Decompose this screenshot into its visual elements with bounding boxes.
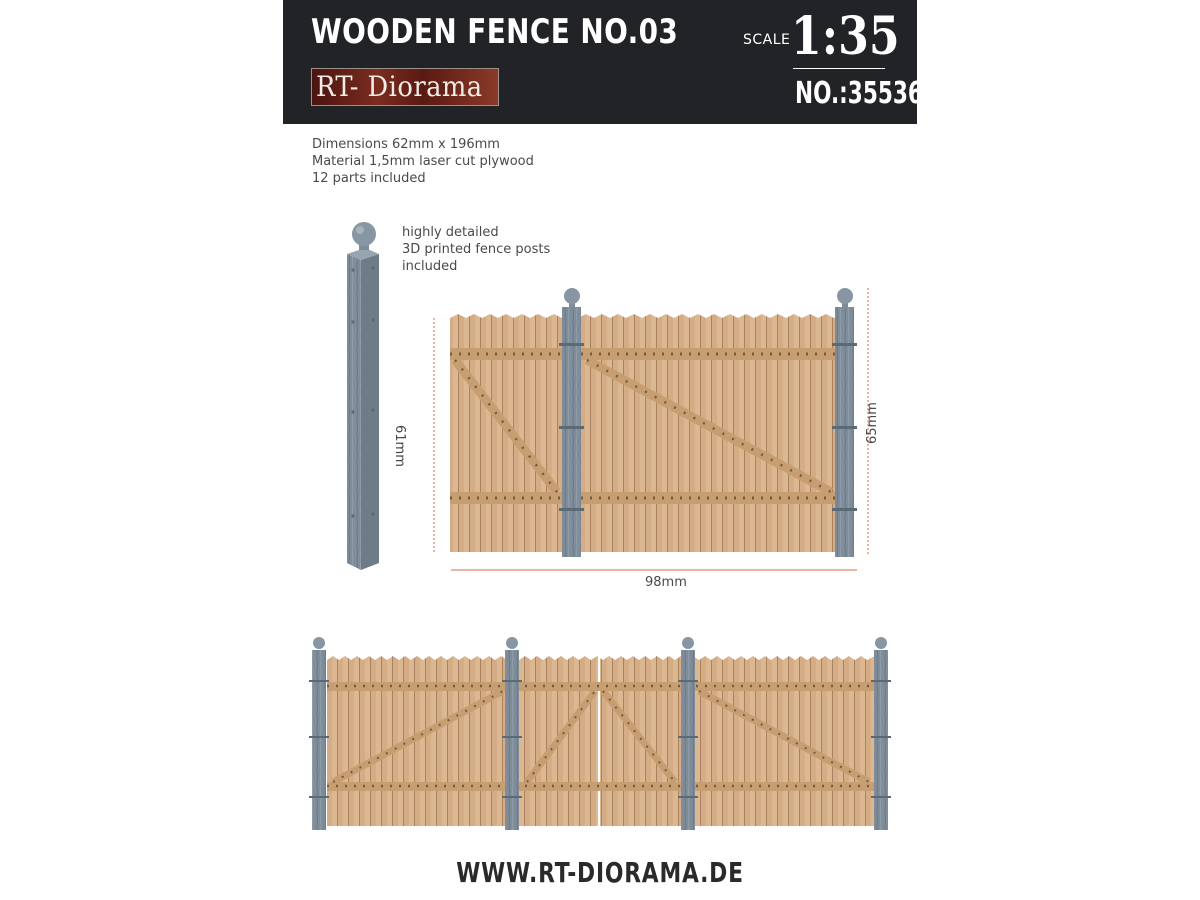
product-title: WOODEN FENCE NO.03	[311, 12, 679, 52]
height-dimension-left: 61mm	[392, 425, 407, 467]
spec-material: Material 1,5mm laser cut plywood	[312, 154, 534, 169]
scale-value: 1:35	[791, 6, 900, 67]
scale-label: SCALE	[743, 32, 791, 48]
brand-logo-text: RT- Diorama	[316, 70, 483, 103]
spec-dimensions: Dimensions 62mm x 196mm	[312, 137, 500, 152]
spec-parts: 12 parts included	[312, 171, 426, 186]
post-note-line-1: highly detailed	[402, 225, 499, 240]
standalone-post	[347, 222, 379, 570]
post-note-line-3: included	[402, 259, 458, 274]
width-dimension: 98mm	[645, 575, 687, 590]
post-note-line-2: 3D printed fence posts	[402, 242, 551, 257]
product-number: NO.:35536	[795, 76, 923, 111]
height-dimension-right: 65mm	[865, 402, 880, 444]
product-sheet	[283, 0, 923, 900]
fence-section-run	[309, 637, 891, 830]
website-link[interactable]: WWW.RT-DIORAMA.DE	[456, 856, 744, 889]
fence-section-single	[450, 288, 857, 557]
fence-illustration	[283, 0, 917, 900]
